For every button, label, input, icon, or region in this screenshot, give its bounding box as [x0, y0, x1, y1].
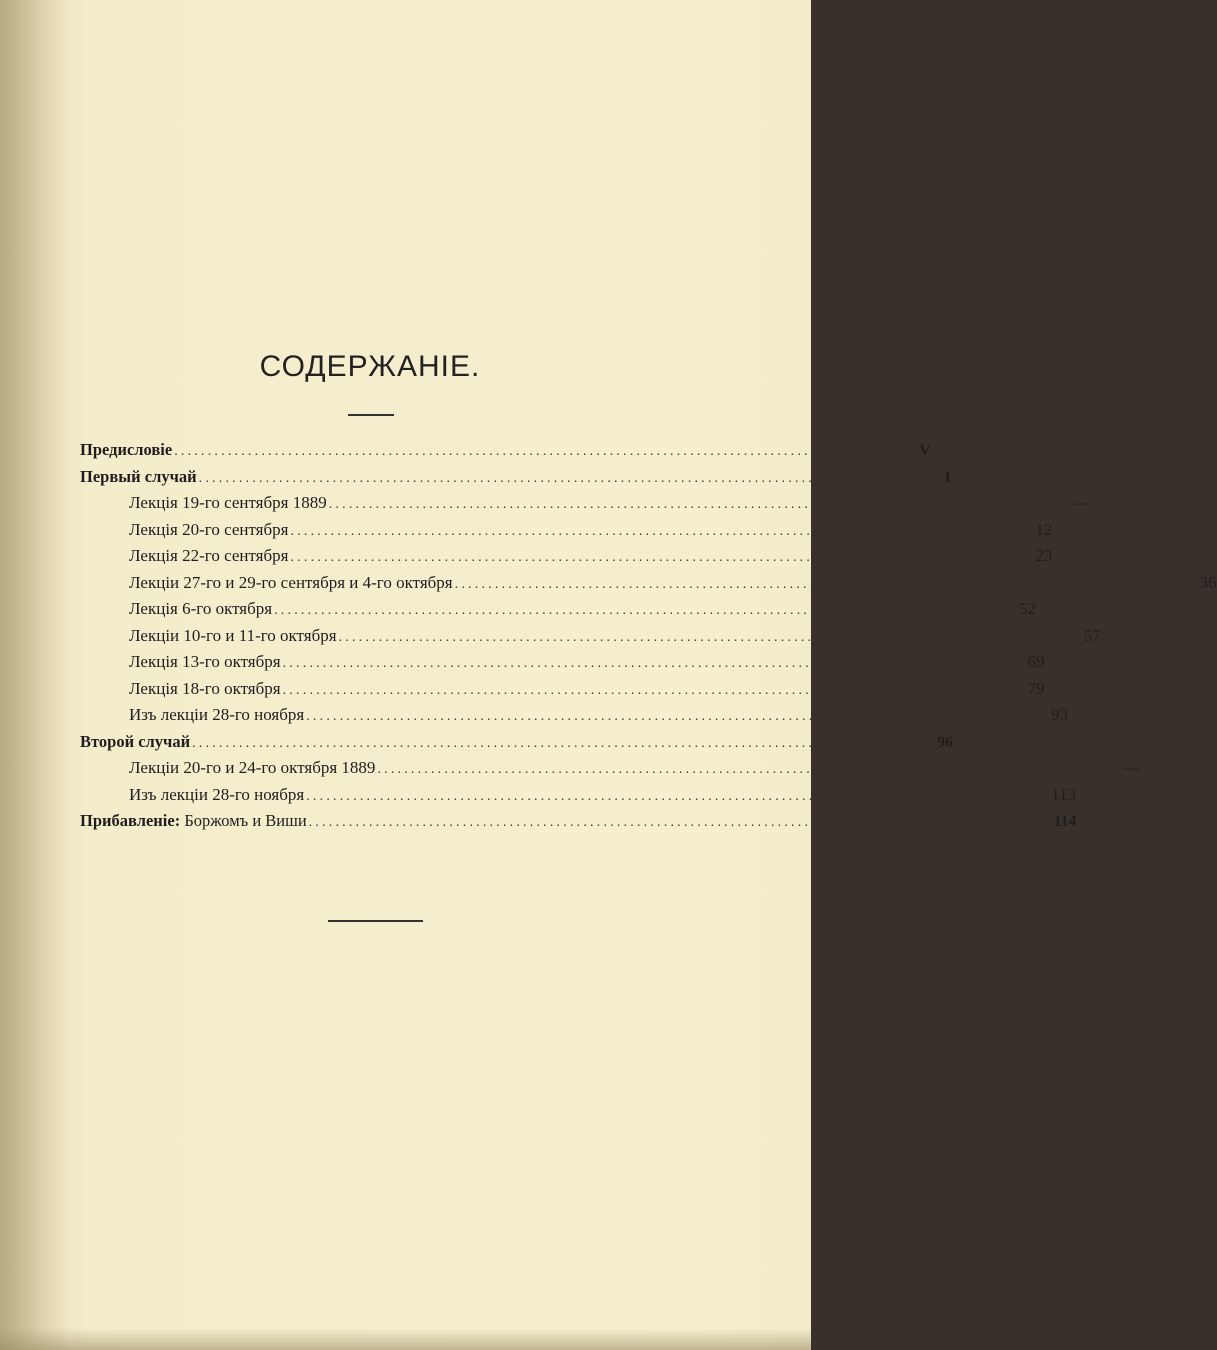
toc-entry-page: 36	[1199, 572, 1217, 592]
toc-entry	[80, 490, 1091, 517]
toc-entry	[80, 808, 1077, 835]
leader-dots: ...........................................................................................................	[282, 682, 1000, 698]
leader-dots: ...........................................................................................................	[192, 735, 910, 751]
leader-dots: ...........................................................................................................	[290, 550, 1008, 565]
toc-entry-page: 114	[1053, 813, 1077, 830]
leader-dots: ...........................................................................................................	[306, 709, 1024, 724]
toc-entry-label: Лекціи 10-го и 11-го октября	[129, 625, 337, 645]
toc-entry-label: Второй случай	[80, 731, 191, 751]
toc-entry-page: V	[919, 442, 931, 459]
toc-entry-page: 1	[943, 468, 952, 486]
toc-entry-label: Лекція 13-го октября	[129, 652, 281, 671]
toc-entry	[80, 437, 931, 464]
leader-dots: ...........................................................................................................	[174, 444, 892, 459]
toc-entry-label: Предисловіе	[80, 440, 173, 459]
toc-entry	[80, 702, 1069, 729]
leader-dots: ...........................................................................................................	[282, 656, 1000, 671]
leader-dots: ...........................................................................................................	[198, 470, 916, 486]
toc-entry-page: 113	[1051, 784, 1077, 804]
toc-entry-label-suffix: Боржомъ и Виши	[184, 811, 307, 830]
toc-entry-page: —	[1122, 758, 1140, 777]
toc-entry	[80, 543, 1053, 570]
toc-entry-page: —	[1073, 493, 1091, 512]
toc-entry	[80, 570, 1217, 597]
toc-entry-label: Лекція 6-го октября	[129, 599, 273, 618]
toc-entry-label: Первый случай	[80, 466, 197, 486]
toc-entry-label: Лекціи 27-го и 29-го сентября и 4-го октября	[129, 572, 453, 592]
toc-entry-label: Лекція 20-го сентября	[129, 519, 289, 539]
toc-entry-label	[80, 808, 307, 835]
toc-entry	[80, 623, 1101, 650]
toc-entry-label-bold: Прибавленіе:	[80, 811, 181, 830]
toc-entry-label: Изъ лекціи 28-го ноября	[129, 784, 305, 804]
toc-entry-label: Лекціи 20-го и 24-го октября 1889	[129, 758, 376, 777]
closing-divider	[328, 920, 423, 922]
toc-entry-page: 52	[1019, 599, 1037, 618]
toc-entry-page: 93	[1051, 705, 1069, 724]
toc-entry	[80, 729, 954, 756]
leader-dots: ...........................................................................................................	[308, 815, 1026, 830]
toc-entry-page: 12	[1035, 519, 1053, 539]
toc-entry-page: 69	[1027, 652, 1045, 671]
toc-entry-page: 57	[1083, 625, 1101, 645]
leader-dots: ...........................................................................................................	[338, 629, 1056, 645]
toc-entry	[80, 755, 1140, 782]
page-gutter-shadow	[0, 0, 70, 1350]
leader-dots: ...........................................................................................................	[274, 603, 992, 618]
toc-entry-label: Изъ лекціи 28-го ноября	[129, 705, 305, 724]
toc-entry	[80, 464, 952, 491]
toc-entry-label: Лекція 18-го октября	[129, 678, 281, 698]
leader-dots: ...........................................................................................................	[377, 762, 1095, 777]
page-bottom-edge	[0, 1328, 811, 1350]
toc-entry-label: Лекція 22-го сентября	[129, 546, 289, 565]
page-title: СОДЕРЖАНІЕ.	[259, 350, 481, 383]
leader-dots: ...........................................................................................................	[454, 576, 1172, 592]
toc-entry	[80, 649, 1045, 676]
table-of-contents	[80, 437, 1217, 835]
leader-dots: ...........................................................................................................	[290, 523, 1008, 539]
title-divider	[348, 414, 394, 416]
leader-dots: ...........................................................................................................	[306, 788, 1024, 804]
toc-entry	[80, 596, 1037, 623]
toc-entry	[80, 517, 1053, 544]
toc-entry	[80, 782, 1077, 809]
toc-entry-page: 23	[1035, 546, 1053, 565]
leader-dots: ...........................................................................................................	[328, 497, 1046, 512]
toc-entry-page: 79	[1027, 678, 1045, 698]
toc-entry-page: 96	[937, 733, 954, 751]
toc-entry-label: Лекція 19-го сентября 1889	[129, 493, 327, 512]
toc-entry	[80, 676, 1045, 703]
